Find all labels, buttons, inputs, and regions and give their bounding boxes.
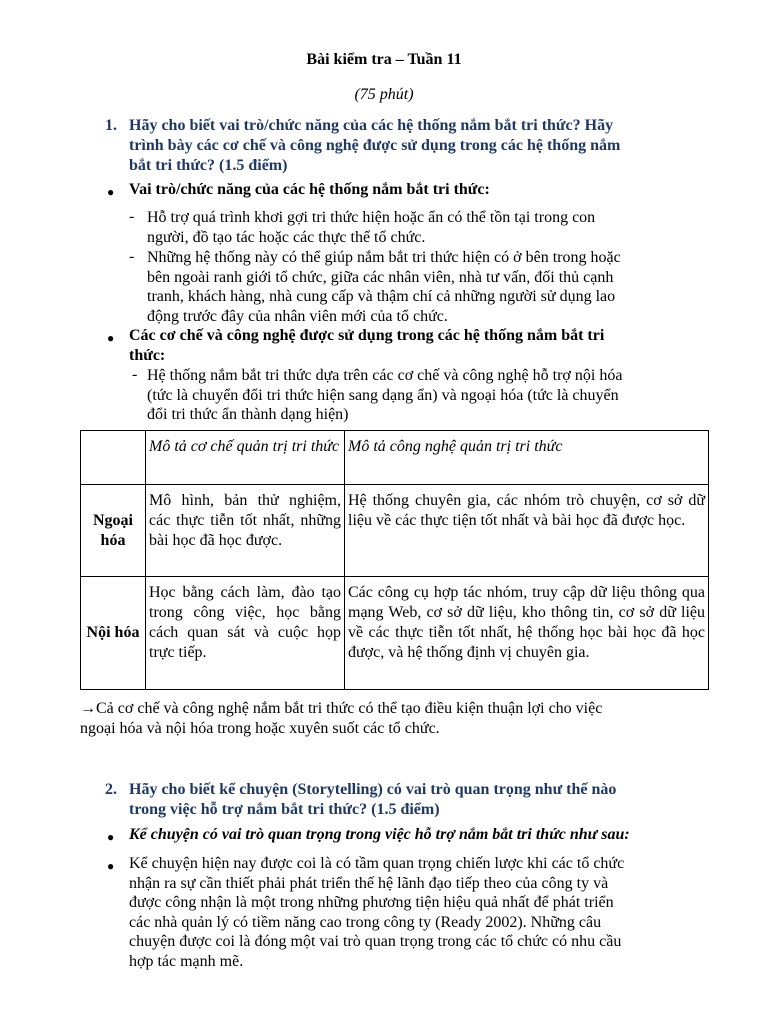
question-2-line: Hãy cho biết kể chuyện (Storytelling) có vai trò quan trọng như thế nào [129,781,617,798]
page-subtitle: (75 phút) [354,86,414,103]
text-line: Cả cơ chế và công nghệ nắm bắt tri thức có thể tạo điều kiện thuận lợi cho việc [96,700,603,717]
heading-line: Các cơ chế và công nghệ được sử dụng trong các hệ thống nắm bắt tri [129,327,605,344]
heading-line: thức: [129,347,166,364]
table-row [81,577,709,690]
table-corner-cell [81,431,146,485]
text-line: được công nhận là một trong những phương tiện hiệu quả nhất để phát triển [129,894,614,911]
question-2-number: 2. [105,781,117,798]
mechanisms-item [147,366,695,425]
text-line: nhận ra sự cần thiết phải phát triển thế hệ lãnh đạo tiếp theo của công ty và [129,874,609,892]
cell-technology: Hệ thống chuyên gia, các nhóm trò chuyện, cơ sở dữ liệu về các thực tiện tốt nhất và bài học đã được học. [345,485,709,577]
question-1-line: bắt tri thức? (1.5 điểm) [129,157,288,174]
table-row [81,485,709,577]
table-header-row [81,431,709,485]
text-line: chuyện được coi là đóng một vai trò quan trọng trong các tổ chức có nhu cầu [129,933,622,950]
text-line: (tức là chuyển đổi tri thức hiện sang dạng ẩn) và ngoại hóa (tức là chuyển [147,386,619,404]
text-line: Hệ thống nắm bắt tri thức dựa trên các cơ chế và công nghệ hỗ trợ nội hóa [147,367,623,384]
dash-icon: - [129,248,135,265]
text-line: Những hệ thống này có thể giúp nắm bắt tri thức hiện có ở bên trong hoặc [147,249,621,266]
bullet-icon: ● [107,185,115,199]
dash-icon: - [132,366,138,383]
roles-item-1 [147,208,695,247]
text-line: tranh, khách hàng, nhà cung cấp và thậm chí cả những người sử dụng lao [147,288,616,305]
section-heading-roles: Vai trò/chức năng của các hệ thống nắm bắt tri thức: [129,181,490,198]
text-line: Kể chuyện hiện nay được coi là có tầm quan trọng chiến lược khi các tổ chức [129,855,625,872]
question-1-line: Hãy cho biết vai trò/chức năng của các hệ thống nắm bắt tri thức? Hãy [129,117,614,134]
storytelling-heading: Kể chuyện có vai trò quan trọng trong việc hỗ trợ nắm bắt tri thức như sau: [129,826,630,843]
roles-item-2 [147,248,695,326]
column-header-mechanism: Mô tả cơ chế quản trị tri thức [146,431,345,485]
row-label-externalization: Ngoại hóa [81,485,146,577]
page-title: Bài kiểm tra – Tuần 11 [306,51,462,68]
text-line: động trước đây của nhân viên mới của tổ chức. [147,307,448,325]
bullet-icon: ● [107,331,115,345]
question-1 [105,116,709,176]
cell-mechanism: Học bằng cách làm, đào tạo trong công việc, học bằng cách quan sát và cuộc họp trực tiếp. [146,577,345,690]
text-line: ngoại hóa và nội hóa trong hoặc xuyên suốt các tổ chức. [80,720,440,737]
text-line: bên ngoài ranh giới tổ chức, giữa các nhân viên, nhà tư vấn, đối thủ cạnh [147,268,614,286]
text-line: Hỗ trợ quá trình khơi gợi tri thức hiện hoặc ẩn có thể tồn tại trong con [147,209,596,226]
row-label-internalization: Nội hóa [81,577,146,690]
conclusion [80,699,700,739]
bullet-icon: ● [107,830,115,844]
text-line: đổi tri thức ẩn thành dạng hiện) [147,406,349,423]
text-line: các nhà quản lý có tiềm năng cao trong công ty (Ready 2002). Những câu [129,913,602,931]
cell-mechanism: Mô hình, bản thử nghiệm, các thực tiễn tốt nhất, những bài học đã học được. [146,485,345,577]
text-line: người, đồ tạo tác hoặc các thực thể tổ chức. [147,228,426,246]
section-heading-mechanisms [129,326,699,366]
storytelling-paragraph [129,854,695,971]
knowledge-table [80,430,709,690]
question-2-line: trong việc hỗ trợ nắm bắt tri thức? (1.5 điểm) [129,801,440,818]
dash-icon: - [129,208,135,225]
cell-technology: Các công cụ hợp tác nhóm, truy cập dữ liệu thông qua mạng Web, cơ sở dữ liệu, kho thông tin, cơ sở dữ liệu về các thực tiễn tốt nhất, hệ thống học bài học đã học được, và hệ thống định vị chuyên gia. [345,577,709,690]
question-1-line: trình bày các cơ chế và công nghệ được sử dụng trong các hệ thống nắm [129,137,621,154]
bullet-icon: ● [107,859,115,873]
question-2 [105,780,709,820]
text-line: hợp tác mạnh mẽ. [129,952,244,970]
arrow-right-icon: → [80,700,96,717]
question-1-number: 1. [105,117,117,134]
column-header-technology: Mô tả công nghệ quản trị tri thức [345,431,709,485]
